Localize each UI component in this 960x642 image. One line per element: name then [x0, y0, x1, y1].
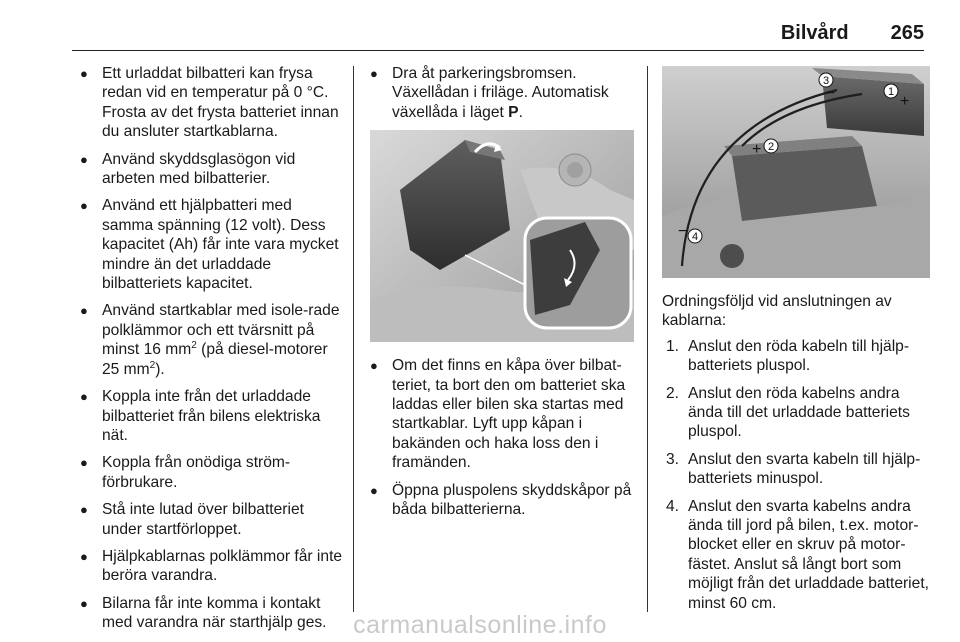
callout-2: 2 [768, 141, 775, 153]
column-middle [370, 64, 636, 527]
column-right [662, 64, 930, 621]
list-item: ● Hjälpkablarnas polklämmor får inte beröra varandra. [80, 547, 345, 586]
callout-3: 3 [823, 75, 830, 87]
column-divider [647, 66, 648, 612]
header-rule [72, 50, 924, 51]
minus-sign: − [678, 223, 688, 240]
column-divider [353, 66, 354, 612]
list-item: ● Öppna pluspolens skyddskåpor på båda bilbatterierna. [370, 481, 636, 520]
callout-4: 4 [692, 231, 699, 243]
list-item: ● Ett urladdat bilbatteri kan frysa redan vid en temperatur på 0 °C. Frosta av det frysta batteriet innan du ansluter startkablarna. [80, 64, 345, 142]
list-item: ● Använd ett hjälpbatteri med samma spänning (12 volt). Dess kapacitet (Ah) får inte vara mycket mindre än det urladdade bilbatteriets kapacitet. [80, 196, 345, 293]
list-item: ● Dra åt parkeringsbromsen. Växellådan i friläge. Automatisk växellåda i läget P. [370, 64, 636, 122]
callout-1: 1 [888, 86, 895, 98]
list-item: ● Använd startkablar med isole-rade polklämmor och ett tvärsnitt på minst 16 $mm^2$ (på diesel-motorer 25 $mm^2$). [80, 301, 345, 379]
watermark: carmanualsonline.info [353, 611, 607, 639]
section-title: Bilvård [780, 22, 849, 44]
list-item: ● Stå inte lutad över bilbatteriet under startförloppet. [80, 500, 345, 539]
jump-start-connection-illustration [662, 66, 930, 278]
precaution-list [80, 64, 345, 633]
procedure-list-b [370, 356, 636, 519]
list-item: ● Om det finns en kåpa över bilbat-teriet, ta bort den om batteriet ska laddas eller bilen ska startas med startkablar. Lyft upp kåpan i bakänden och haka loss den i framänden. [370, 356, 636, 472]
list-item: ● Använd skyddsglasögon vid arbeten med bilbatterier. [80, 150, 345, 189]
connection-steps [662, 337, 930, 613]
list-item: 3. Anslut den svarta kabeln till hjälp-batteriets minuspol. [666, 450, 921, 488]
list-item: 4. Anslut den svarta kabelns andra ända till jord på bilen, t.ex. motor-blocket eller en skruv på motor-fästet. Anslut så långt bort som möjligt från det urladdade batteriet, minst 60 cm. [666, 497, 929, 612]
list-item: ● Koppla från onödiga ström-förbrukare. [80, 453, 345, 492]
jump-start-drawing [662, 66, 930, 278]
connection-order-intro: Ordningsföljd vid anslutningen av kablarna: [662, 293, 892, 330]
page-number: 265 [890, 22, 924, 44]
minus-sign: − [826, 85, 836, 102]
list-item: 2. Anslut den röda kabelns andra ända till det urladdade batteriets pluspol. [666, 384, 910, 441]
plus-sign: + [900, 93, 910, 110]
engine-bay-cover-drawing [370, 130, 634, 342]
list-item: ● Koppla inte från det urladdade bilbatteriet från bilens elektriska nät. [80, 387, 345, 445]
list-item: 1. Anslut den röda kabeln till hjälp-batteriets pluspol. [666, 337, 910, 375]
plus-sign: + [752, 141, 762, 158]
list-item: ● Bilarna får inte komma i kontakt med varandra när starthjälp ges. [80, 594, 345, 633]
procedure-list-a [370, 64, 636, 122]
column-left [80, 64, 345, 641]
battery-cover-illustration [370, 130, 634, 342]
